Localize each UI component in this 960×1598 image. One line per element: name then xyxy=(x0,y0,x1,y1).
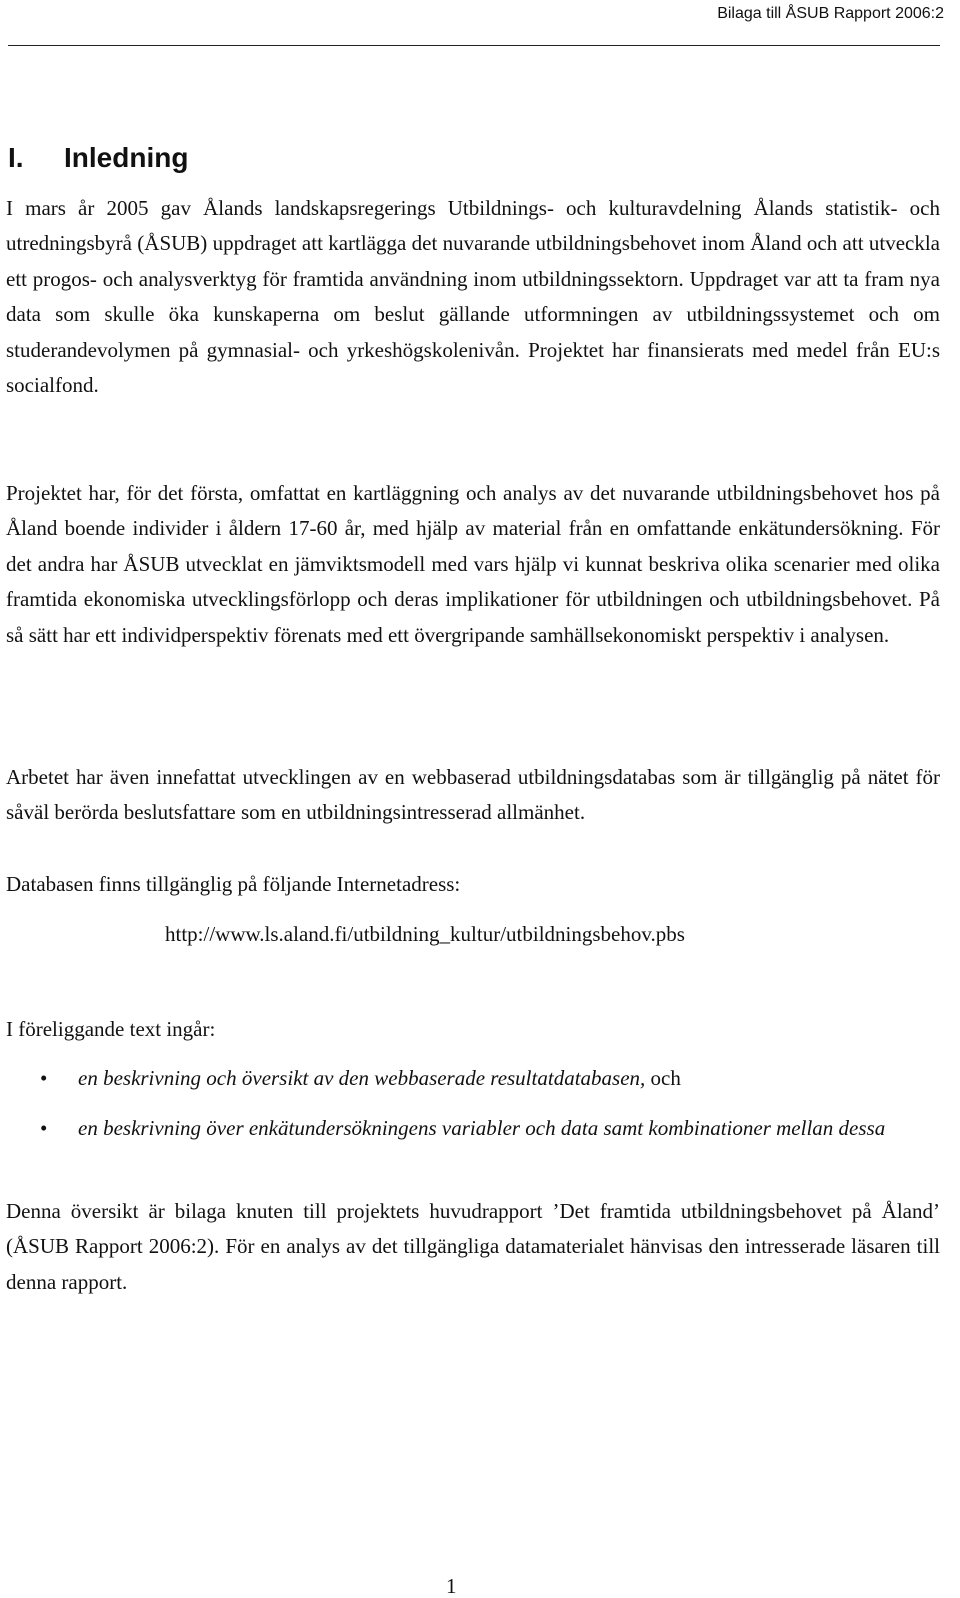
list-item-text: en beskrivning över enkätundersökningens variabler och data samt kombinationer mellan dessa xyxy=(78,1116,886,1140)
section-title: Inledning xyxy=(64,142,189,173)
database-paragraph: Arbetet har även innefattat utvecklingen av en webbaserad utbildningsdatabas som är tillgänglig på nätet för såväl berörda beslutsfattare som en utbildningsintresserad allmänhet. xyxy=(6,765,940,825)
section-heading xyxy=(8,141,188,175)
project-scope-paragraph: Projektet har, för det första, omfattat en kartläggning och analys av det nuvarande utbildningsbehovet hos på Åland boende individer i åldern 17-60 år, med hjälp av material från en omfattande enkätundersökning. För det andra har ÅSUB utvecklat en jämviktsmodell med vars hjälp vi kunnat beskriva olika scenarier med olika framtida ekonomiska utvecklingsförlopp och deras implikationer för utbildningen och utbildningsbehovet. På så sätt har ett individperspektiv förenats med ett övergripande samhällsekonomiskt perspektiv i analysen. xyxy=(6,481,940,647)
bullet-icon: • xyxy=(40,1066,48,1090)
database-url: http://www.ls.aland.fi/utbildning_kultur/utbildningsbehov.pbs xyxy=(165,922,685,946)
section-number: I. xyxy=(8,142,24,173)
page-number: 1 xyxy=(446,1574,457,1598)
list-item xyxy=(6,1061,940,1096)
address-intro: Databasen finns tillgänglig på följande Internetadress: xyxy=(6,872,461,896)
contents-intro: I föreliggande text ingår: xyxy=(6,1017,216,1041)
closing-paragraph: Denna översikt är bilaga knuten till projektets huvudrapport ’Det framtida utbildningsbehovet på Åland’ (ÅSUB Rapport 2006:2). För en analys av det tillgängliga datamaterialet hänvisas den intresserade läsaren till denna rapport. xyxy=(6,1199,940,1294)
list-item-text: en beskrivning och översikt av den webbaserade resultatdatabasen, xyxy=(78,1066,646,1090)
list-item xyxy=(6,1111,940,1146)
header-divider xyxy=(8,45,940,46)
bullet-icon: • xyxy=(40,1116,48,1140)
running-header: Bilaga till ÅSUB Rapport 2006:2 xyxy=(717,5,944,22)
list-item-suffix: och xyxy=(645,1066,681,1090)
intro-paragraph: I mars år 2005 gav Ålands landskapsregerings Utbildnings- och kulturavdelning Ålands statistik- och utredningsbyrå (ÅSUB) uppdraget att kartlägga det nuvarande utbildningsbehovet inom Åland och att utveckla ett progos- och analysverktyg för framtida användning inom utbildningssektorn. Uppdraget var att ta fram nya data som skulle öka kunskaperna om beslut gällande utformningen av utbildningssystemet och om studerandevolymen på gymnasial- och yrkeshögskolenivån. Projektet har finansierats med medel från EU:s socialfond. xyxy=(6,196,940,398)
